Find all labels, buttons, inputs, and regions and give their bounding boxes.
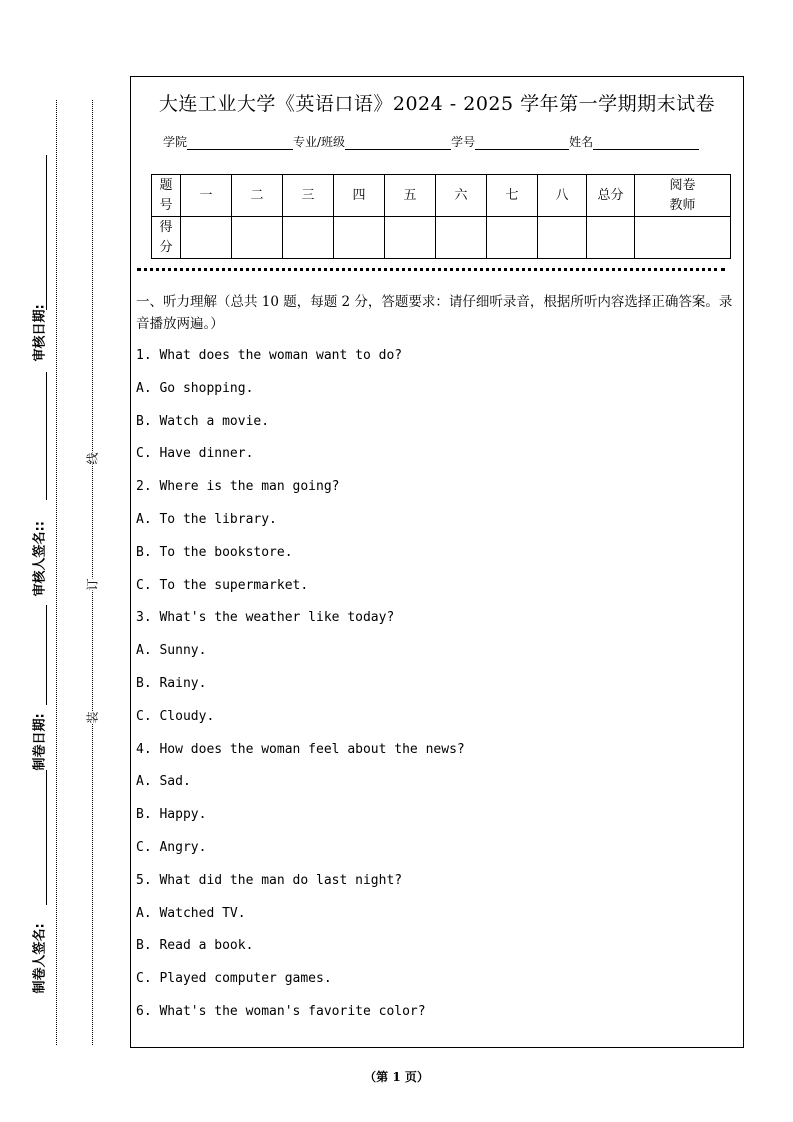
binding-char-ding: 订 xyxy=(82,578,103,590)
score-cell[interactable] xyxy=(635,217,731,259)
question-line: 4. How does the woman feel about the news? xyxy=(136,741,465,757)
score-cell[interactable] xyxy=(587,217,635,259)
question-line: 1. What does the woman want to do? xyxy=(136,348,403,363)
col-header: 二 xyxy=(232,175,283,217)
score-label: 得 分 xyxy=(152,217,181,259)
score-table xyxy=(151,174,731,259)
student-id-label: 学号 xyxy=(451,135,476,149)
reviewer-date-label: 审核日期: xyxy=(32,304,48,362)
student-id-blank[interactable] xyxy=(475,137,569,150)
option-line: C. Cloudy. xyxy=(136,708,215,724)
score-cell[interactable] xyxy=(538,217,587,259)
col-header: 阅卷 教师 xyxy=(635,175,731,217)
option-line: C. Have dinner. xyxy=(136,446,254,462)
score-cell[interactable] xyxy=(334,217,385,259)
signature-line xyxy=(46,155,47,310)
question-content xyxy=(136,291,735,1035)
option-line: B. Read a book. xyxy=(136,938,254,954)
college-label: 学院 xyxy=(163,135,188,149)
question-line: 2. Where is the man going? xyxy=(136,479,340,495)
col-header: 四 xyxy=(334,175,385,217)
margin-dotted-line xyxy=(56,100,57,1045)
col-header: 一 xyxy=(181,175,232,217)
score-cell[interactable] xyxy=(436,217,487,259)
college-blank[interactable] xyxy=(187,137,293,150)
signature-line xyxy=(46,605,47,705)
reviewer-sign-label: 审核人签名:: xyxy=(32,521,48,597)
col-header: 六 xyxy=(436,175,487,217)
option-line: A. Watched TV. xyxy=(136,905,246,921)
binding-char-xian: 线 xyxy=(82,452,103,464)
option-line: C. Angry. xyxy=(136,839,207,855)
question-number-label: 题 号 xyxy=(152,175,181,217)
question-line: 5. What did the man do last night? xyxy=(136,872,403,888)
option-line: B. Rainy. xyxy=(136,675,207,691)
question-number-row xyxy=(152,175,731,217)
score-cell[interactable] xyxy=(181,217,232,259)
page-number: （第 1 页） xyxy=(364,1070,429,1084)
binding-char-zhuang: 装 xyxy=(82,711,103,723)
maker-sign-label: 制卷人签名: xyxy=(32,923,48,994)
option-line: C. Played computer games. xyxy=(136,971,332,987)
col-header: 总分 xyxy=(587,175,635,217)
option-line: B. Happy. xyxy=(136,807,207,823)
option-line: A. Sad. xyxy=(136,774,191,790)
exam-title: 大连工业大学《英语口语》2024 - 2025 学年第一学期期末试卷 xyxy=(158,93,716,115)
option-line: A. Go shopping. xyxy=(136,380,254,396)
option-line: A. To the library. xyxy=(136,511,277,527)
option-line: C. To the supermarket. xyxy=(136,577,309,593)
score-cell[interactable] xyxy=(232,217,283,259)
section-heading: 一、听力理解（总共 10 题，每题 2 分，答题要求：请仔细听录音，根据所听内容选择正确答案。录音播放两遍。） xyxy=(136,294,733,332)
name-blank[interactable] xyxy=(593,137,699,150)
dotted-separator xyxy=(137,268,725,271)
score-row xyxy=(152,217,731,259)
signature-line xyxy=(46,372,47,500)
major-class-blank[interactable] xyxy=(345,137,451,150)
signature-line xyxy=(46,770,47,905)
score-cell[interactable] xyxy=(283,217,334,259)
col-header: 七 xyxy=(487,175,538,217)
exam-frame xyxy=(130,76,744,1048)
question-lines xyxy=(136,346,735,1035)
score-cell[interactable] xyxy=(385,217,436,259)
score-cell[interactable] xyxy=(487,217,538,259)
name-label: 姓名 xyxy=(569,135,594,149)
binding-line xyxy=(92,100,93,1045)
col-header: 三 xyxy=(283,175,334,217)
student-info-row xyxy=(163,133,699,150)
col-header: 五 xyxy=(385,175,436,217)
maker-date-label: 制卷日期: xyxy=(32,713,48,771)
question-line: 3. What's the weather like today? xyxy=(136,610,395,626)
question-line: 6. What's the woman's favorite color? xyxy=(136,1003,426,1019)
major-class-label: 专业/班级 xyxy=(293,135,346,149)
option-line: A. Sunny. xyxy=(136,643,207,659)
col-header: 八 xyxy=(538,175,587,217)
option-line: B. To the bookstore. xyxy=(136,544,293,560)
option-line: B. Watch a movie. xyxy=(136,413,270,429)
